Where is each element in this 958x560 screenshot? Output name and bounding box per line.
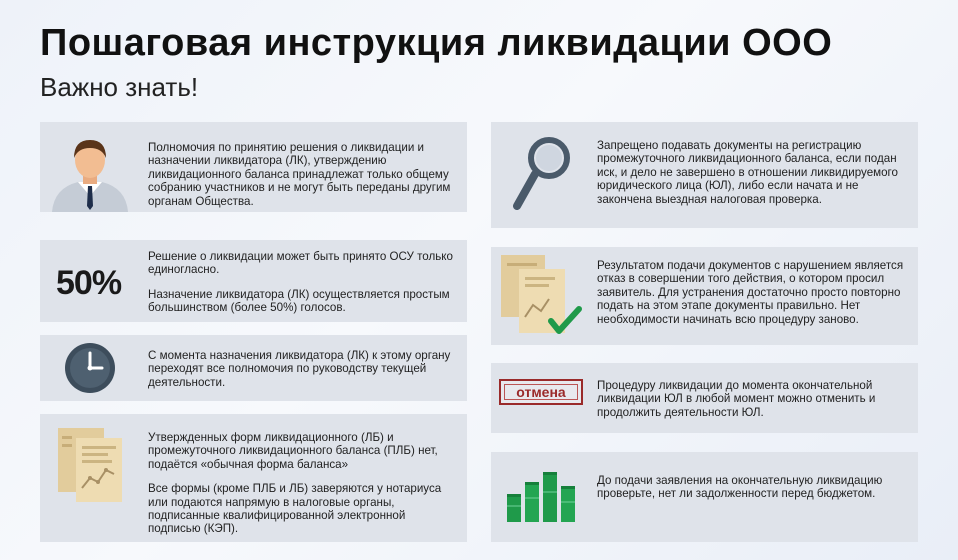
document-chart-icon — [56, 428, 126, 504]
card-text: Процедуру ликвидации до момента окончательной ликвидации ЮЛ в любой момент можно отменить и продолжить деятельности ЮЛ. — [597, 379, 876, 419]
cancel-stamp: отмена — [499, 379, 583, 405]
card-text: Все формы (кроме ПЛБ и ЛБ) заверяются у нотариуса или подаются напрямую в налоговые органы, подписанные квалифицированной электронной подписью (КЭП). — [148, 482, 442, 536]
card-text: Результатом подачи документов с нарушением является отказ в совершении того действия, о котором просил заявитель. Для устранения достаточно просто повторно подать на этом этапе документы правильно. Нет необходимости начинать всю процедуру заново. — [597, 259, 904, 326]
page-title: Пошаговая инструкция ликвидации ООО — [40, 22, 833, 64]
person-icon — [50, 136, 130, 212]
money-stacks-icon — [507, 468, 581, 522]
info-card-powers — [40, 335, 467, 401]
card-text: До подачи заявления на окончательную ликвидацию проверьте, нет ли задолженности перед бюджетом. — [597, 474, 883, 501]
card-text: С момента назначения ликвидатора (ЛК) к этому органу переходят все полномочия по руководству текущей деятельности. — [148, 349, 451, 389]
fifty-percent-label: 50% — [56, 264, 122, 302]
clock-icon — [64, 342, 116, 394]
info-card-authority — [40, 122, 467, 212]
info-card-decision — [40, 240, 467, 322]
magnifier-icon — [511, 136, 575, 210]
info-card-balance-forms — [40, 414, 467, 542]
info-card-prohibition — [491, 122, 918, 228]
card-text: Назначение ликвидатора (ЛК) осуществляется простым большинством (более 50%) голосов. — [148, 287, 450, 315]
card-text: Утвержденных форм ликвидационного (ЛБ) и промежуточного ликвидационного баланса (ПЛБ) нет, подаётся «обычная форма баланса» — [148, 431, 438, 471]
info-card-violation — [491, 247, 918, 345]
page-subtitle: Важно знать! — [40, 72, 199, 102]
info-card-budget-debt — [491, 452, 918, 542]
info-card-cancel — [491, 363, 918, 433]
documents-check-icon — [501, 255, 585, 339]
card-text: Полномочия по принятию решения о ликвидации и назначении ликвидатора (ЛК), утверждению ликвидационного баланса принадлежат только общему собранию участников и не могут быть переданы другим органам Общества. — [148, 141, 451, 208]
card-text: Решение о ликвидации может быть принято ОСУ только единогласно. — [148, 250, 453, 277]
card-text: Запрещено подавать документы на регистрацию промежуточного ликвидационного баланса, если подан иск, и дело не завершено в отношении ликвидируемого юридического лица (ЮЛ), либо если начата и не закончена выездная налоговая проверка. — [597, 139, 898, 206]
